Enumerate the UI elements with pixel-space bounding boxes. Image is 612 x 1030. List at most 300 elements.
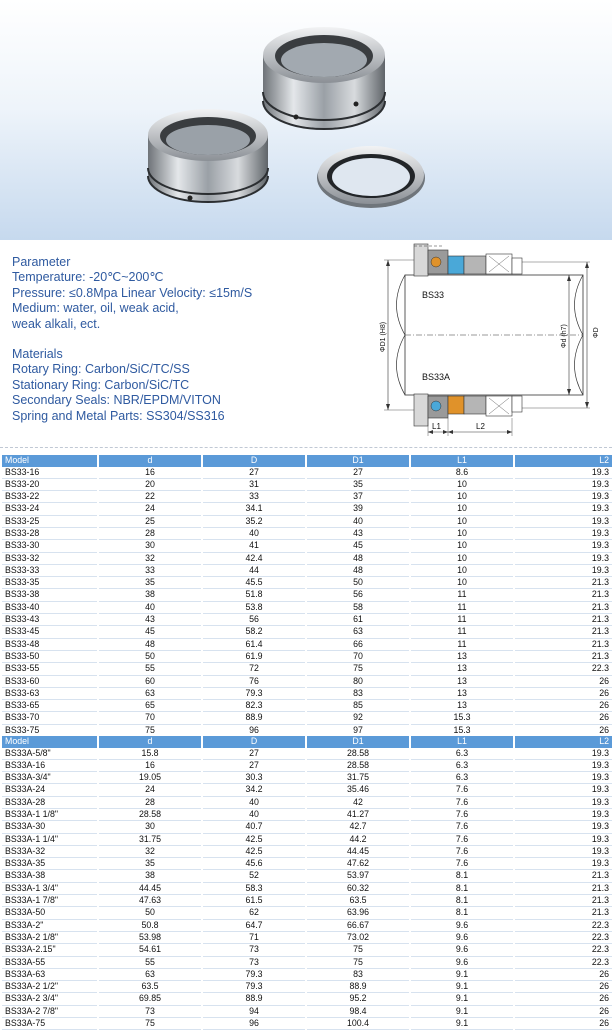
cell-model: BS33-20 — [2, 479, 97, 491]
cell-l1: 9.1 — [411, 1018, 513, 1030]
cell-model: BS33A-2" — [2, 920, 97, 932]
cell-model: BS33A-16 — [2, 760, 97, 772]
cell-d: 75 — [99, 725, 201, 737]
spring-metal-text: Spring and Metal Parts: SS304/SS316 — [12, 408, 225, 423]
cell-l1: 10 — [411, 565, 513, 577]
header-d1: D1 — [307, 736, 409, 748]
cell-D: 45.6 — [203, 858, 305, 870]
section-divider — [0, 447, 612, 448]
cell-D: 42.5 — [203, 834, 305, 846]
cell-d1: 66.67 — [307, 920, 409, 932]
cell-d: 33 — [99, 565, 201, 577]
cell-D: 58.3 — [203, 883, 305, 895]
cell-d1: 56 — [307, 589, 409, 601]
table-header-row — [2, 736, 612, 748]
cell-model: BS33A-2.15" — [2, 944, 97, 956]
technical-drawing — [376, 240, 612, 440]
cell-l1: 10 — [411, 553, 513, 565]
cell-d1: 50 — [307, 577, 409, 589]
cell-model: BS33-43 — [2, 614, 97, 626]
cell-l2: 26 — [515, 969, 612, 981]
cell-d: 25 — [99, 516, 201, 528]
cell-d1: 80 — [307, 676, 409, 688]
cell-d: 31.75 — [99, 834, 201, 846]
cell-D: 61.5 — [203, 895, 305, 907]
cell-l2: 19.3 — [515, 858, 612, 870]
cell-D: 71 — [203, 932, 305, 944]
header-d: d — [99, 736, 201, 748]
cell-d1: 60.32 — [307, 883, 409, 895]
cell-l1: 7.6 — [411, 846, 513, 858]
cell-d1: 48 — [307, 565, 409, 577]
header-l2: L2 — [515, 736, 612, 748]
cell-d1: 98.4 — [307, 1006, 409, 1018]
cell-l1: 11 — [411, 614, 513, 626]
cell-d: 44.45 — [99, 883, 201, 895]
cell-model: BS33A-55 — [2, 957, 97, 969]
cell-D: 73 — [203, 957, 305, 969]
cell-d: 38 — [99, 589, 201, 601]
cell-d1: 83 — [307, 688, 409, 700]
cell-l1: 8.1 — [411, 883, 513, 895]
table-row — [2, 553, 612, 565]
cell-d: 55 — [99, 663, 201, 675]
cell-l1: 13 — [411, 651, 513, 663]
cell-d1: 63 — [307, 626, 409, 638]
cell-d1: 39 — [307, 503, 409, 515]
dimension-l2-label: L2 — [476, 422, 485, 431]
cell-d1: 100.4 — [307, 1018, 409, 1030]
cell-D: 34.2 — [203, 784, 305, 796]
cell-model: BS33-55 — [2, 663, 97, 675]
cell-l2: 21.3 — [515, 883, 612, 895]
cell-D: 79.3 — [203, 981, 305, 993]
cell-l1: 8.1 — [411, 895, 513, 907]
cell-l1: 10 — [411, 491, 513, 503]
cell-l2: 19.3 — [515, 479, 612, 491]
cell-D: 30.3 — [203, 772, 305, 784]
cell-d1: 35.46 — [307, 784, 409, 796]
table-row — [2, 589, 612, 601]
cell-d: 50 — [99, 651, 201, 663]
table-row — [2, 639, 612, 651]
cell-d1: 45 — [307, 540, 409, 552]
cell-d: 28.58 — [99, 809, 201, 821]
cell-d: 22 — [99, 491, 201, 503]
product-photo-banner — [0, 0, 612, 240]
bs33a-spec-table — [0, 736, 612, 1030]
cell-model: BS33A-5/8" — [2, 748, 97, 760]
table-row — [2, 834, 612, 846]
cell-model: BS33-60 — [2, 676, 97, 688]
cell-l2: 26 — [515, 712, 612, 724]
cell-d1: 88.9 — [307, 981, 409, 993]
cell-l2: 19.3 — [515, 760, 612, 772]
cell-d1: 53.97 — [307, 870, 409, 882]
cell-d: 50 — [99, 907, 201, 919]
cell-d1: 97 — [307, 725, 409, 737]
cell-l2: 19.3 — [515, 540, 612, 552]
cell-model: BS33A-28 — [2, 797, 97, 809]
drawing-label-bs33a: BS33A — [422, 372, 451, 382]
cell-d: 63.5 — [99, 981, 201, 993]
table-row — [2, 712, 612, 724]
cell-l2: 21.3 — [515, 870, 612, 882]
cell-model: BS33A-75 — [2, 1018, 97, 1030]
cell-model: BS33A-50 — [2, 907, 97, 919]
stationary-ring-text: Stationary Ring: Carbon/SiC/TC — [12, 377, 190, 392]
cell-l2: 19.3 — [515, 821, 612, 833]
table-row — [2, 858, 612, 870]
cell-l2: 19.3 — [515, 467, 612, 479]
table-row — [2, 663, 612, 675]
cell-l1: 6.3 — [411, 760, 513, 772]
cell-d1: 31.75 — [307, 772, 409, 784]
cell-D: 72 — [203, 663, 305, 675]
cell-d1: 44.45 — [307, 846, 409, 858]
medium-text-2: weak alkali, ect. — [12, 316, 101, 331]
cell-l2: 21.3 — [515, 907, 612, 919]
cell-D: 76 — [203, 676, 305, 688]
cell-d: 30 — [99, 540, 201, 552]
cell-l1: 10 — [411, 577, 513, 589]
cell-l1: 9.1 — [411, 993, 513, 1005]
cell-l2: 26 — [515, 1006, 612, 1018]
cell-l1: 9.6 — [411, 944, 513, 956]
table-row — [2, 577, 612, 589]
cell-d: 28 — [99, 797, 201, 809]
cell-d1: 28.58 — [307, 760, 409, 772]
table-row — [2, 797, 612, 809]
cell-d: 15.8 — [99, 748, 201, 760]
cell-d: 70 — [99, 712, 201, 724]
cell-D: 96 — [203, 725, 305, 737]
table-row — [2, 491, 612, 503]
cell-l2: 19.3 — [515, 834, 612, 846]
cell-D: 94 — [203, 1006, 305, 1018]
cell-model: BS33A-1 1/8" — [2, 809, 97, 821]
cell-l2: 26 — [515, 1018, 612, 1030]
cell-d1: 63.96 — [307, 907, 409, 919]
cell-model: BS33-33 — [2, 565, 97, 577]
cell-model: BS33A-2 3/4" — [2, 993, 97, 1005]
table-row — [2, 479, 612, 491]
cell-D: 61.4 — [203, 639, 305, 651]
cell-model: BS33-50 — [2, 651, 97, 663]
bs33-spec-table — [0, 455, 612, 737]
cell-model: BS33-24 — [2, 503, 97, 515]
table-row — [2, 467, 612, 479]
cell-D: 56 — [203, 614, 305, 626]
cell-l2: 19.3 — [515, 772, 612, 784]
cell-l1: 11 — [411, 626, 513, 638]
table-row — [2, 602, 612, 614]
table-row — [2, 614, 612, 626]
table-row — [2, 676, 612, 688]
cell-D: 79.3 — [203, 688, 305, 700]
table-row — [2, 969, 612, 981]
cell-d1: 41.27 — [307, 809, 409, 821]
cell-d: 40 — [99, 602, 201, 614]
cell-l1: 8.6 — [411, 467, 513, 479]
header-model: Model — [2, 455, 97, 467]
cell-D: 52 — [203, 870, 305, 882]
cell-l1: 10 — [411, 516, 513, 528]
cell-d1: 92 — [307, 712, 409, 724]
table-row — [2, 772, 612, 784]
cell-d: 73 — [99, 1006, 201, 1018]
cell-d: 28 — [99, 528, 201, 540]
cell-l1: 10 — [411, 540, 513, 552]
cell-model: BS33A-1 7/8" — [2, 895, 97, 907]
cell-d1: 48 — [307, 553, 409, 565]
cell-l2: 22.3 — [515, 932, 612, 944]
cell-D: 88.9 — [203, 712, 305, 724]
cell-model: BS33A-1 3/4" — [2, 883, 97, 895]
table-row — [2, 1006, 612, 1018]
cell-l1: 9.1 — [411, 1006, 513, 1018]
header-l1: L1 — [411, 736, 513, 748]
cell-l2: 26 — [515, 700, 612, 712]
cell-d1: 35 — [307, 479, 409, 491]
cell-d1: 73.02 — [307, 932, 409, 944]
medium-text-1: Medium: water, oil, weak acid, — [12, 301, 179, 316]
cell-model: BS33-65 — [2, 700, 97, 712]
table-row — [2, 784, 612, 796]
cell-l1: 7.6 — [411, 797, 513, 809]
cell-l1: 11 — [411, 602, 513, 614]
cell-d: 30 — [99, 821, 201, 833]
cell-l1: 9.1 — [411, 981, 513, 993]
cell-l2: 22.3 — [515, 920, 612, 932]
cell-model: BS33-35 — [2, 577, 97, 589]
cell-d: 63 — [99, 969, 201, 981]
cell-d1: 75 — [307, 663, 409, 675]
cell-d1: 83 — [307, 969, 409, 981]
cell-l2: 19.3 — [515, 797, 612, 809]
table-row — [2, 957, 612, 969]
cell-d1: 43 — [307, 528, 409, 540]
table-row — [2, 651, 612, 663]
table-row — [2, 503, 612, 515]
cell-D: 41 — [203, 540, 305, 552]
table-row — [2, 688, 612, 700]
table-row — [2, 883, 612, 895]
seal-small — [148, 109, 268, 202]
drawing-label-bs33: BS33 — [422, 290, 445, 300]
cell-D: 42.4 — [203, 553, 305, 565]
materials-title: Materials — [12, 347, 63, 362]
rotary-ring-text: Rotary Ring: Carbon/SiC/TC/SS — [12, 362, 190, 377]
cell-model: BS33-16 — [2, 467, 97, 479]
cell-d: 35 — [99, 577, 201, 589]
cell-d: 35 — [99, 858, 201, 870]
cell-l2: 21.3 — [515, 614, 612, 626]
cell-d: 69.85 — [99, 993, 201, 1005]
cell-model: BS33A-38 — [2, 870, 97, 882]
cell-l2: 21.3 — [515, 651, 612, 663]
cell-D: 53.8 — [203, 602, 305, 614]
cell-l1: 10 — [411, 528, 513, 540]
cell-model: BS33-22 — [2, 491, 97, 503]
cell-d: 63 — [99, 688, 201, 700]
cell-l1: 7.6 — [411, 784, 513, 796]
cell-model: BS33A-2 1/8" — [2, 932, 97, 944]
cell-d: 50.8 — [99, 920, 201, 932]
cell-d1: 27 — [307, 467, 409, 479]
cell-l1: 9.6 — [411, 932, 513, 944]
cell-l1: 7.6 — [411, 821, 513, 833]
cell-D: 27 — [203, 467, 305, 479]
cell-d1: 44.2 — [307, 834, 409, 846]
cell-d1: 75 — [307, 944, 409, 956]
table-row — [2, 760, 612, 772]
cell-l2: 21.3 — [515, 602, 612, 614]
stationary-ring — [317, 146, 425, 208]
table-row — [2, 920, 612, 932]
parameter-title: Parameter — [12, 255, 71, 269]
cell-d: 16 — [99, 467, 201, 479]
cell-l2: 19.3 — [515, 748, 612, 760]
cell-D: 82.3 — [203, 700, 305, 712]
cell-l2: 21.3 — [515, 895, 612, 907]
cell-d: 47.63 — [99, 895, 201, 907]
header-d1: D1 — [307, 455, 409, 467]
cell-l2: 21.3 — [515, 589, 612, 601]
cell-D: 61.9 — [203, 651, 305, 663]
cell-D: 62 — [203, 907, 305, 919]
cell-d: 65 — [99, 700, 201, 712]
cell-D: 31 — [203, 479, 305, 491]
cell-d1: 42 — [307, 797, 409, 809]
cell-l2: 26 — [515, 725, 612, 737]
table-row — [2, 626, 612, 638]
cell-model: BS33-63 — [2, 688, 97, 700]
table-row — [2, 540, 612, 552]
cell-l1: 11 — [411, 589, 513, 601]
header-D: D — [203, 455, 305, 467]
cell-d1: 70 — [307, 651, 409, 663]
cell-l1: 15.3 — [411, 725, 513, 737]
cell-model: BS33-40 — [2, 602, 97, 614]
table-row — [2, 870, 612, 882]
cell-D: 40 — [203, 809, 305, 821]
cell-D: 58.2 — [203, 626, 305, 638]
header-model: Model — [2, 736, 97, 748]
cell-model: BS33-28 — [2, 528, 97, 540]
table-row — [2, 821, 612, 833]
cell-l1: 11 — [411, 639, 513, 651]
table-row — [2, 981, 612, 993]
cell-d1: 95.2 — [307, 993, 409, 1005]
cell-D: 42.5 — [203, 846, 305, 858]
cell-model: BS33-48 — [2, 639, 97, 651]
cell-model: BS33-38 — [2, 589, 97, 601]
cell-d1: 40 — [307, 516, 409, 528]
dimension-l1-label: L1 — [432, 422, 441, 431]
cell-d: 32 — [99, 846, 201, 858]
cell-d1: 61 — [307, 614, 409, 626]
table-row — [2, 565, 612, 577]
cell-d: 38 — [99, 870, 201, 882]
cell-l2: 26 — [515, 688, 612, 700]
table-row — [2, 809, 612, 821]
temperature-text: Temperature: -20℃~200℃ — [12, 270, 164, 285]
cell-d1: 28.58 — [307, 748, 409, 760]
cell-D: 45.5 — [203, 577, 305, 589]
table-header-row — [2, 455, 612, 467]
cell-l2: 19.3 — [515, 516, 612, 528]
table-row — [2, 932, 612, 944]
cell-D: 40 — [203, 528, 305, 540]
table-row — [2, 846, 612, 858]
cell-l2: 19.3 — [515, 491, 612, 503]
table-row — [2, 895, 612, 907]
cell-d1: 66 — [307, 639, 409, 651]
cell-l2: 19.3 — [515, 503, 612, 515]
cell-d1: 47.62 — [307, 858, 409, 870]
cell-l1: 7.6 — [411, 858, 513, 870]
cell-d: 24 — [99, 784, 201, 796]
table-row — [2, 907, 612, 919]
cell-d: 32 — [99, 553, 201, 565]
cell-l2: 22.3 — [515, 663, 612, 675]
cell-D: 96 — [203, 1018, 305, 1030]
table-row — [2, 700, 612, 712]
cell-model: BS33A-1 1/4" — [2, 834, 97, 846]
cell-D: 73 — [203, 944, 305, 956]
cell-d: 75 — [99, 1018, 201, 1030]
parameter-block — [12, 255, 372, 424]
cell-l2: 19.3 — [515, 528, 612, 540]
cell-D: 33 — [203, 491, 305, 503]
cell-D: 27 — [203, 748, 305, 760]
cell-model: BS33A-30 — [2, 821, 97, 833]
cell-d: 60 — [99, 676, 201, 688]
secondary-seals-text: Secondary Seals: NBR/EPDM/VITON — [12, 393, 221, 408]
cell-d1: 85 — [307, 700, 409, 712]
cell-l2: 21.3 — [515, 626, 612, 638]
table-row — [2, 944, 612, 956]
cell-l1: 9.6 — [411, 957, 513, 969]
cell-l1: 10 — [411, 479, 513, 491]
cell-d: 48 — [99, 639, 201, 651]
cell-l1: 9.1 — [411, 969, 513, 981]
cell-d: 16 — [99, 760, 201, 772]
cell-l1: 9.6 — [411, 920, 513, 932]
cell-l1: 8.1 — [411, 907, 513, 919]
table-row — [2, 993, 612, 1005]
cell-l1: 7.6 — [411, 834, 513, 846]
cell-l2: 19.3 — [515, 553, 612, 565]
seal-product-photo — [0, 0, 612, 240]
cell-model: BS33-70 — [2, 712, 97, 724]
cell-l2: 22.3 — [515, 957, 612, 969]
cell-D: 40.7 — [203, 821, 305, 833]
cell-l1: 6.3 — [411, 748, 513, 760]
cell-l2: 19.3 — [515, 809, 612, 821]
cell-l1: 13 — [411, 663, 513, 675]
cell-l1: 13 — [411, 700, 513, 712]
cell-model: BS33-45 — [2, 626, 97, 638]
cell-l2: 21.3 — [515, 639, 612, 651]
header-D: D — [203, 736, 305, 748]
dimension-D-label: ΦD — [593, 327, 600, 338]
cell-d: 53.98 — [99, 932, 201, 944]
cell-l2: 22.3 — [515, 944, 612, 956]
cell-model: BS33A-32 — [2, 846, 97, 858]
cell-model: BS33-75 — [2, 725, 97, 737]
